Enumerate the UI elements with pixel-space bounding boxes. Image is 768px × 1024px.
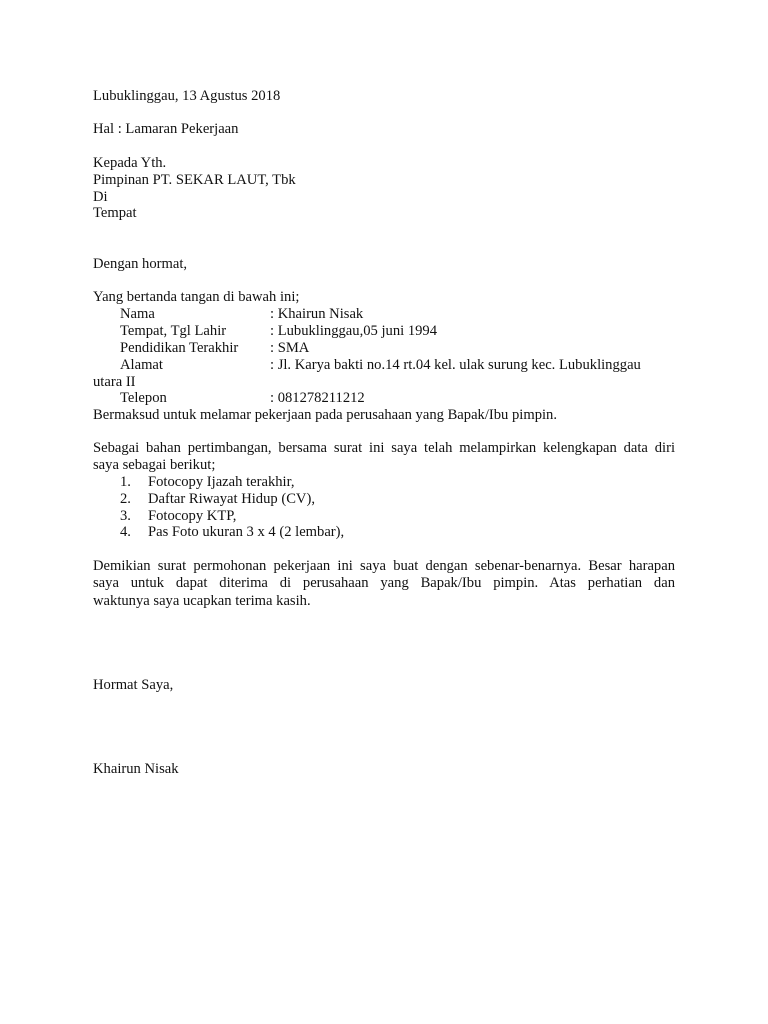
list-text: Pas Foto ukuran 3 x 4 (2 lembar), bbox=[148, 524, 345, 540]
identity-label: Nama bbox=[120, 306, 155, 322]
identity-label: Telepon bbox=[120, 390, 167, 406]
closing-line-2: saya untuk dapat diterima di perusahaan yang Bapak/Ibu pimpin. Atas perhatian dan bbox=[93, 575, 675, 591]
greeting: Dengan hormat, bbox=[93, 256, 188, 272]
list-text: Fotocopy Ijazah terakhir, bbox=[148, 474, 295, 490]
identity-label: Tempat, Tgl Lahir bbox=[120, 323, 227, 339]
identity-value: : 081278211212 bbox=[270, 390, 365, 406]
attachments-intro-line-2: saya sebagai berikut; bbox=[93, 457, 216, 473]
recipient-line-1: Kepada Yth. bbox=[93, 155, 167, 171]
list-number: 1. bbox=[120, 474, 131, 490]
list-text: Fotocopy KTP, bbox=[148, 508, 237, 524]
identity-value: : Khairun Nisak bbox=[270, 306, 364, 322]
signature-name: Khairun Nisak bbox=[93, 761, 179, 777]
list-number: 2. bbox=[120, 491, 131, 507]
recipient-line-2: Pimpinan PT. SEKAR LAUT, Tbk bbox=[93, 172, 296, 188]
recipient-line-4: Tempat bbox=[93, 205, 137, 221]
intro-text: Yang bertanda tangan di bawah ini; bbox=[93, 289, 300, 305]
identity-value: : Jl. Karya bakti no.14 rt.04 kel. ulak surung kec. Lubuklinggau bbox=[270, 357, 641, 373]
closing-line-1: Demikian surat permohonan pekerjaan ini saya buat dengan sebenar-benarnya. Besar harapan bbox=[93, 558, 675, 574]
list-number: 4. bbox=[120, 524, 131, 540]
letter-page bbox=[93, 0, 675, 1024]
signoff: Hormat Saya, bbox=[93, 677, 174, 693]
list-text: Daftar Riwayat Hidup (CV), bbox=[148, 491, 315, 507]
recipient-line-3: Di bbox=[93, 189, 108, 205]
list-number: 3. bbox=[120, 508, 131, 524]
identity-value: : Lubuklinggau,05 juni 1994 bbox=[270, 323, 438, 339]
identity-value: : SMA bbox=[270, 340, 310, 356]
purpose-text: Bermaksud untuk melamar pekerjaan pada perusahaan yang Bapak/Ibu pimpin. bbox=[93, 407, 558, 423]
attachments-intro-line-1: Sebagai bahan pertimbangan, bersama surat ini saya telah melampirkan kelengkapan data diri bbox=[93, 440, 675, 456]
identity-label: Alamat bbox=[120, 357, 163, 373]
subject-line: Hal : Lamaran Pekerjaan bbox=[93, 121, 239, 137]
place-date: Lubuklinggau, 13 Agustus 2018 bbox=[93, 88, 281, 104]
address-continuation: utara II bbox=[93, 374, 136, 390]
closing-line-3: waktunya saya ucapkan terima kasih. bbox=[93, 593, 311, 609]
identity-label: Pendidikan Terakhir bbox=[120, 340, 239, 356]
